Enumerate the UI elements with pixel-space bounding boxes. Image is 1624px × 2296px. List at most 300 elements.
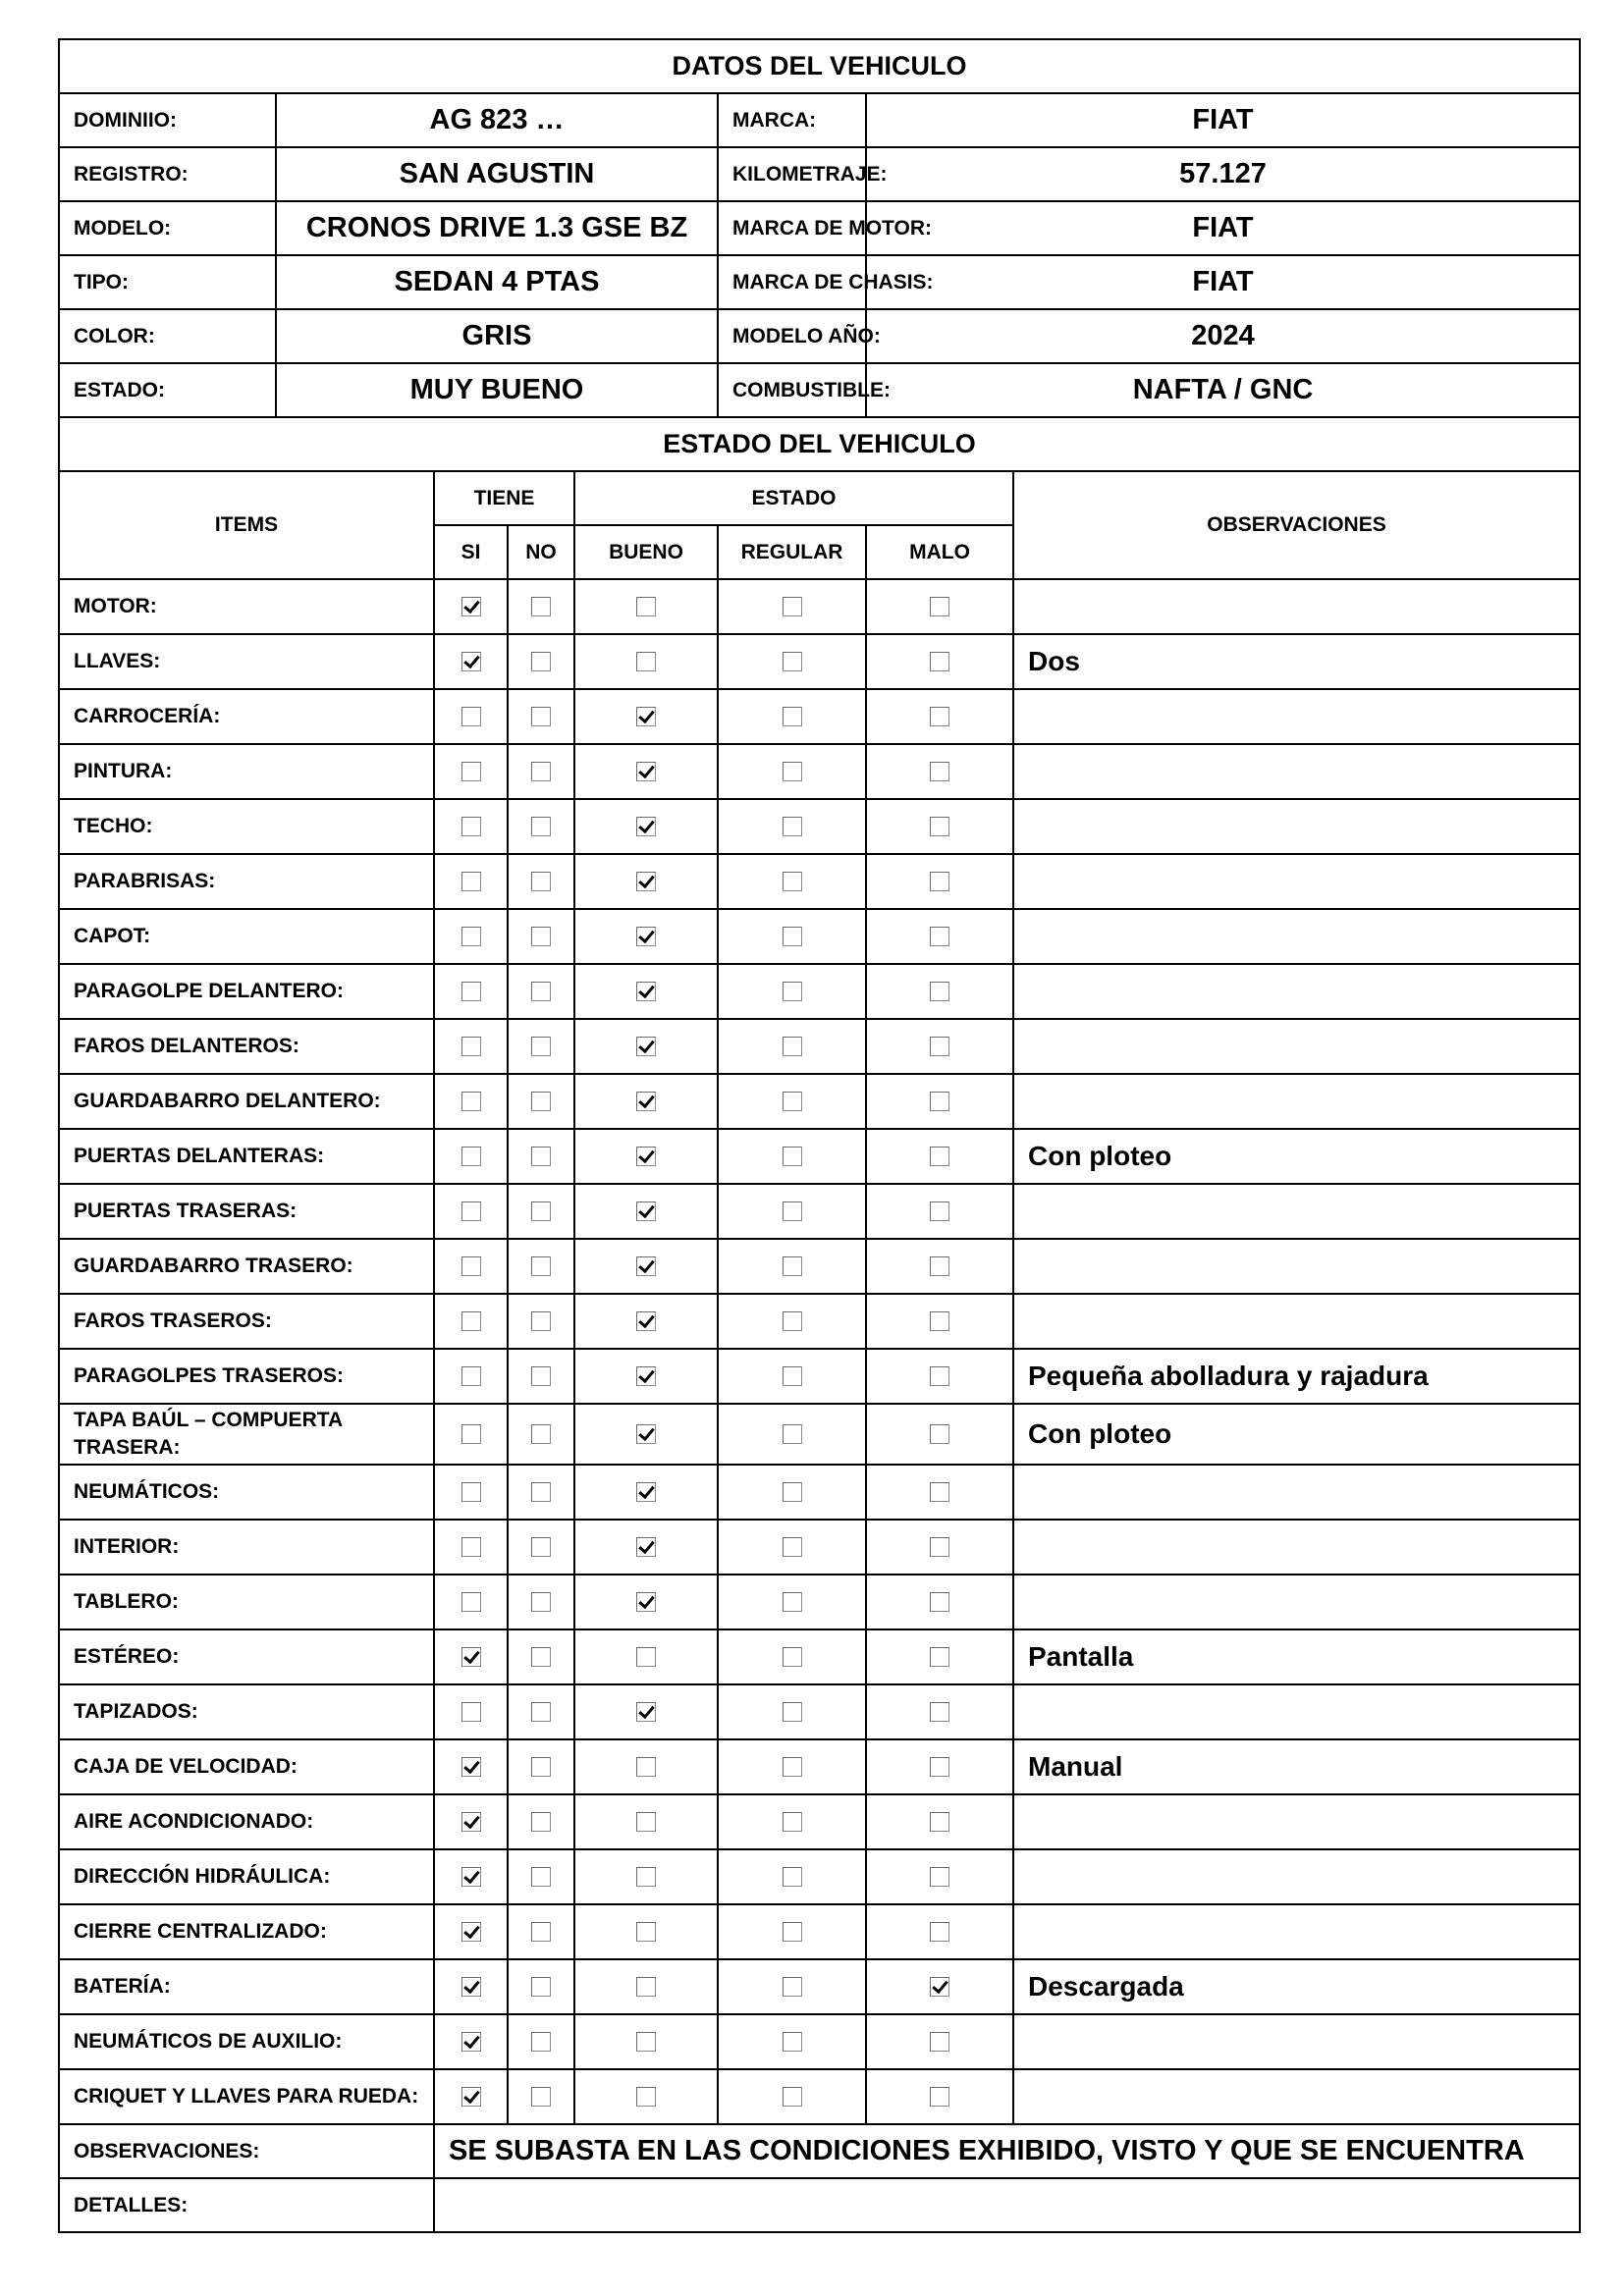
checkbox[interactable]	[930, 1647, 949, 1667]
item-name: CAPOT:	[59, 909, 434, 964]
checkbox[interactable]	[461, 1424, 481, 1444]
checkbox[interactable]	[930, 1922, 949, 1942]
check-cell-bueno	[574, 1404, 718, 1465]
checkbox[interactable]	[636, 1977, 656, 1997]
item-observation	[1013, 854, 1580, 909]
checked-checkbox[interactable]	[461, 2032, 481, 2052]
item-name: CRIQUET Y LLAVES PARA RUEDA:	[59, 2069, 434, 2124]
items-header: ITEMS	[59, 471, 434, 579]
checkbox[interactable]	[636, 1867, 656, 1887]
check-cell-bueno	[574, 2014, 718, 2069]
checked-checkbox[interactable]	[636, 1256, 656, 1276]
check-cell-si	[434, 1019, 508, 1074]
checked-checkbox[interactable]	[636, 1424, 656, 1444]
checkbox[interactable]	[783, 1092, 802, 1111]
checkbox[interactable]	[783, 817, 802, 836]
check-cell-regular	[718, 1404, 866, 1465]
observaciones-header: OBSERVACIONES	[1013, 471, 1580, 579]
check-cell-si	[434, 1239, 508, 1294]
checkbox[interactable]	[783, 2087, 802, 2107]
datos-row	[59, 255, 1580, 309]
checkbox[interactable]	[531, 927, 551, 946]
check-cell-no	[508, 964, 574, 1019]
checkbox[interactable]	[531, 817, 551, 836]
checkbox[interactable]	[461, 1592, 481, 1612]
check-cell-regular	[718, 1959, 866, 2014]
datos-value: AG 823 …	[276, 93, 718, 147]
checkbox[interactable]	[531, 1147, 551, 1166]
checkbox[interactable]	[930, 982, 949, 1001]
check-cell-malo	[866, 2014, 1013, 2069]
checkbox[interactable]	[531, 2032, 551, 2052]
checkbox[interactable]	[531, 597, 551, 616]
estado-title: ESTADO DEL VEHICULO	[59, 417, 1580, 471]
checkbox[interactable]	[531, 1311, 551, 1331]
checkbox[interactable]	[930, 1812, 949, 1832]
check-cell-malo	[866, 689, 1013, 744]
item-name: PARAGOLPE DELANTERO:	[59, 964, 434, 1019]
checked-checkbox[interactable]	[461, 1812, 481, 1832]
checkbox[interactable]	[461, 1537, 481, 1557]
checkbox[interactable]	[531, 1256, 551, 1276]
checkbox[interactable]	[930, 707, 949, 726]
checkbox[interactable]	[930, 1592, 949, 1612]
checkbox[interactable]	[783, 1537, 802, 1557]
check-cell-bueno	[574, 1904, 718, 1959]
checked-checkbox[interactable]	[636, 982, 656, 1001]
checkbox[interactable]	[783, 1592, 802, 1612]
check-cell-bueno	[574, 1349, 718, 1404]
check-cell-malo	[866, 854, 1013, 909]
item-name: ESTÉREO:	[59, 1629, 434, 1684]
check-cell-no	[508, 1294, 574, 1349]
datos-label: ESTADO:	[59, 363, 276, 417]
checkbox[interactable]	[636, 652, 656, 671]
datos-value: CRONOS DRIVE 1.3 GSE BZ	[276, 201, 718, 255]
checked-checkbox[interactable]	[636, 1092, 656, 1111]
check-cell-malo	[866, 2069, 1013, 2124]
check-cell-bueno	[574, 799, 718, 854]
checkbox[interactable]	[461, 762, 481, 781]
check-cell-regular	[718, 634, 866, 689]
item-observation	[1013, 1520, 1580, 1575]
check-cell-regular	[718, 799, 866, 854]
check-cell-malo	[866, 1019, 1013, 1074]
checkbox[interactable]	[783, 1366, 802, 1386]
checkbox[interactable]	[783, 982, 802, 1001]
checkbox[interactable]	[930, 1424, 949, 1444]
checkbox[interactable]	[930, 1092, 949, 1111]
checkbox[interactable]	[930, 1757, 949, 1777]
item-row	[59, 1794, 1580, 1849]
checkbox[interactable]	[531, 2087, 551, 2107]
checkbox[interactable]	[783, 1482, 802, 1502]
checked-checkbox[interactable]	[461, 652, 481, 671]
detalles-label: DETALLES:	[59, 2178, 434, 2232]
checkbox[interactable]	[930, 652, 949, 671]
checkbox[interactable]	[531, 1366, 551, 1386]
datos-value: 57.127	[866, 147, 1580, 201]
datos-value: SEDAN 4 PTAS	[276, 255, 718, 309]
item-row	[59, 1575, 1580, 1629]
checked-checkbox[interactable]	[461, 1922, 481, 1942]
checkbox[interactable]	[783, 1647, 802, 1667]
checked-checkbox[interactable]	[636, 927, 656, 946]
check-cell-bueno	[574, 1465, 718, 1520]
checkbox[interactable]	[783, 1201, 802, 1221]
check-cell-malo	[866, 964, 1013, 1019]
checked-checkbox[interactable]	[636, 1366, 656, 1386]
datos-value: SAN AGUSTIN	[276, 147, 718, 201]
check-cell-no	[508, 1239, 574, 1294]
checkbox[interactable]	[461, 1482, 481, 1502]
check-cell-bueno	[574, 1294, 718, 1349]
check-cell-si	[434, 1794, 508, 1849]
item-row	[59, 1239, 1580, 1294]
checkbox[interactable]	[461, 1147, 481, 1166]
check-cell-malo	[866, 1849, 1013, 1904]
item-name: CAJA DE VELOCIDAD:	[59, 1739, 434, 1794]
checkbox[interactable]	[783, 1812, 802, 1832]
item-row	[59, 1349, 1580, 1404]
checkbox[interactable]	[783, 1922, 802, 1942]
item-row	[59, 579, 1580, 634]
detalles-value	[434, 2178, 1580, 2232]
checkbox[interactable]	[930, 762, 949, 781]
checked-checkbox[interactable]	[636, 1702, 656, 1722]
checkbox[interactable]	[636, 2032, 656, 2052]
checkbox[interactable]	[531, 1812, 551, 1832]
check-cell-no	[508, 1794, 574, 1849]
datos-title: DATOS DEL VEHICULO	[59, 39, 1580, 93]
check-cell-malo	[866, 1575, 1013, 1629]
checkbox[interactable]	[930, 927, 949, 946]
checkbox[interactable]	[461, 1311, 481, 1331]
bueno-header: BUENO	[574, 525, 718, 579]
checkbox[interactable]	[783, 1311, 802, 1331]
item-name: PUERTAS DELANTERAS:	[59, 1129, 434, 1184]
checked-checkbox[interactable]	[636, 817, 656, 836]
checkbox[interactable]	[531, 1037, 551, 1056]
check-cell-si	[434, 1904, 508, 1959]
check-cell-malo	[866, 909, 1013, 964]
observaciones-label: OBSERVACIONES:	[59, 2124, 434, 2178]
check-cell-si	[434, 744, 508, 799]
check-cell-malo	[866, 1904, 1013, 1959]
item-observation	[1013, 909, 1580, 964]
checkbox[interactable]	[783, 1867, 802, 1887]
checkbox[interactable]	[783, 1977, 802, 1997]
checkbox[interactable]	[930, 1867, 949, 1887]
datos-label: MARCA:	[718, 93, 866, 147]
check-cell-malo	[866, 1959, 1013, 2014]
item-row	[59, 1739, 1580, 1794]
item-name: PARABRISAS:	[59, 854, 434, 909]
check-cell-si	[434, 1684, 508, 1739]
checkbox[interactable]	[636, 1757, 656, 1777]
checked-checkbox[interactable]	[636, 1482, 656, 1502]
check-cell-regular	[718, 1684, 866, 1739]
checkbox[interactable]	[930, 1482, 949, 1502]
checked-checkbox[interactable]	[461, 2087, 481, 2107]
item-name: TAPA BAÚL – COMPUERTA TRASERA:	[59, 1404, 434, 1465]
checkbox[interactable]	[783, 1702, 802, 1722]
checkbox[interactable]	[531, 1977, 551, 1997]
item-name: AIRE ACONDICIONADO:	[59, 1794, 434, 1849]
checkbox[interactable]	[930, 1147, 949, 1166]
item-observation	[1013, 964, 1580, 1019]
item-row	[59, 744, 1580, 799]
datos-label: MODELO AÑO:	[718, 309, 866, 363]
checkbox[interactable]	[930, 1311, 949, 1331]
check-cell-no	[508, 909, 574, 964]
checked-checkbox[interactable]	[461, 597, 481, 616]
check-cell-malo	[866, 1349, 1013, 1404]
checked-checkbox[interactable]	[636, 1147, 656, 1166]
checkbox[interactable]	[531, 1867, 551, 1887]
checkbox[interactable]	[461, 707, 481, 726]
checkbox[interactable]	[531, 652, 551, 671]
datos-label: MARCA DE CHASIS:	[718, 255, 866, 309]
check-cell-si	[434, 1129, 508, 1184]
checkbox[interactable]	[461, 872, 481, 891]
item-name: FAROS DELANTEROS:	[59, 1019, 434, 1074]
datos-value: FIAT	[866, 93, 1580, 147]
checkbox[interactable]	[636, 597, 656, 616]
checkbox[interactable]	[461, 1092, 481, 1111]
item-observation: Pequeña abolladura y rajadura	[1013, 1349, 1580, 1404]
item-name: CARROCERÍA:	[59, 689, 434, 744]
check-cell-malo	[866, 634, 1013, 689]
checkbox[interactable]	[531, 872, 551, 891]
regular-header: REGULAR	[718, 525, 866, 579]
checkbox[interactable]	[783, 1037, 802, 1056]
check-cell-no	[508, 1684, 574, 1739]
malo-header: MALO	[866, 525, 1013, 579]
check-cell-si	[434, 1959, 508, 2014]
datos-label: MODELO:	[59, 201, 276, 255]
checked-checkbox[interactable]	[636, 1311, 656, 1331]
item-row	[59, 1904, 1580, 1959]
datos-value: GRIS	[276, 309, 718, 363]
check-cell-si	[434, 1739, 508, 1794]
item-observation	[1013, 799, 1580, 854]
checkbox[interactable]	[461, 1037, 481, 1056]
check-cell-bueno	[574, 1184, 718, 1239]
check-cell-no	[508, 1019, 574, 1074]
checked-checkbox[interactable]	[636, 1537, 656, 1557]
item-name: TABLERO:	[59, 1575, 434, 1629]
tiene-header: TIENE	[434, 471, 574, 525]
checkbox[interactable]	[531, 1201, 551, 1221]
checkbox[interactable]	[531, 982, 551, 1001]
item-row	[59, 909, 1580, 964]
checkbox[interactable]	[930, 817, 949, 836]
checkbox[interactable]	[461, 1256, 481, 1276]
check-cell-si	[434, 854, 508, 909]
checkbox[interactable]	[461, 1366, 481, 1386]
checked-checkbox[interactable]	[461, 1977, 481, 1997]
check-cell-no	[508, 2069, 574, 2124]
checkbox[interactable]	[531, 1922, 551, 1942]
check-cell-malo	[866, 579, 1013, 634]
checked-checkbox[interactable]	[636, 1201, 656, 1221]
item-name: LLAVES:	[59, 634, 434, 689]
check-cell-no	[508, 1520, 574, 1575]
check-cell-bueno	[574, 1575, 718, 1629]
checkbox[interactable]	[531, 1424, 551, 1444]
checkbox[interactable]	[636, 1647, 656, 1667]
check-cell-si	[434, 1849, 508, 1904]
item-row	[59, 1849, 1580, 1904]
check-cell-si	[434, 1184, 508, 1239]
item-observation: Con ploteo	[1013, 1404, 1580, 1465]
checkbox[interactable]	[636, 2087, 656, 2107]
check-cell-regular	[718, 1294, 866, 1349]
check-cell-regular	[718, 1019, 866, 1074]
item-name: BATERÍA:	[59, 1959, 434, 2014]
checked-checkbox[interactable]	[930, 1977, 949, 1997]
checkbox[interactable]	[461, 1702, 481, 1722]
item-observation	[1013, 1184, 1580, 1239]
item-name: GUARDABARRO TRASERO:	[59, 1239, 434, 1294]
check-cell-regular	[718, 1184, 866, 1239]
item-name: TECHO:	[59, 799, 434, 854]
item-observation	[1013, 1294, 1580, 1349]
checked-checkbox[interactable]	[636, 872, 656, 891]
check-cell-malo	[866, 1684, 1013, 1739]
checked-checkbox[interactable]	[461, 1867, 481, 1887]
checkbox[interactable]	[461, 817, 481, 836]
checkbox[interactable]	[531, 1537, 551, 1557]
check-cell-bueno	[574, 634, 718, 689]
checkbox[interactable]	[783, 872, 802, 891]
checkbox[interactable]	[531, 707, 551, 726]
check-cell-bueno	[574, 1739, 718, 1794]
checked-checkbox[interactable]	[636, 1592, 656, 1612]
datos-value: FIAT	[866, 201, 1580, 255]
datos-value: 2024	[866, 309, 1580, 363]
checkbox[interactable]	[783, 597, 802, 616]
checked-checkbox[interactable]	[636, 1037, 656, 1056]
checkbox[interactable]	[783, 1424, 802, 1444]
checked-checkbox[interactable]	[636, 762, 656, 781]
check-cell-regular	[718, 2014, 866, 2069]
checkbox[interactable]	[461, 982, 481, 1001]
item-observation: Descargada	[1013, 1959, 1580, 2014]
check-cell-no	[508, 1575, 574, 1629]
check-cell-regular	[718, 744, 866, 799]
check-cell-si	[434, 1465, 508, 1520]
check-cell-malo	[866, 1129, 1013, 1184]
item-row	[59, 799, 1580, 854]
item-name: TAPIZADOS:	[59, 1684, 434, 1739]
checkbox[interactable]	[531, 1647, 551, 1667]
item-observation	[1013, 1575, 1580, 1629]
check-cell-no	[508, 1849, 574, 1904]
check-cell-regular	[718, 854, 866, 909]
checkbox[interactable]	[783, 927, 802, 946]
checkbox[interactable]	[531, 1092, 551, 1111]
checkbox[interactable]	[531, 1482, 551, 1502]
checkbox[interactable]	[461, 1201, 481, 1221]
check-cell-no	[508, 799, 574, 854]
check-cell-bueno	[574, 854, 718, 909]
checkbox[interactable]	[531, 1757, 551, 1777]
checkbox[interactable]	[930, 1702, 949, 1722]
checkbox[interactable]	[930, 1537, 949, 1557]
check-cell-si	[434, 579, 508, 634]
item-observation	[1013, 2069, 1580, 2124]
checkbox[interactable]	[783, 1757, 802, 1777]
check-cell-regular	[718, 909, 866, 964]
item-observation: Pantalla	[1013, 1629, 1580, 1684]
check-cell-bueno	[574, 1849, 718, 1904]
checkbox[interactable]	[783, 707, 802, 726]
checked-checkbox[interactable]	[636, 707, 656, 726]
checkbox[interactable]	[636, 1812, 656, 1832]
checkbox[interactable]	[930, 872, 949, 891]
check-cell-bueno	[574, 1684, 718, 1739]
checkbox[interactable]	[531, 1592, 551, 1612]
check-cell-si	[434, 634, 508, 689]
check-cell-regular	[718, 689, 866, 744]
check-cell-no	[508, 689, 574, 744]
checkbox[interactable]	[930, 1366, 949, 1386]
checked-checkbox[interactable]	[461, 1647, 481, 1667]
checkbox[interactable]	[930, 2032, 949, 2052]
item-name: PUERTAS TRASERAS:	[59, 1184, 434, 1239]
checkbox[interactable]	[930, 1201, 949, 1221]
checkbox[interactable]	[930, 597, 949, 616]
check-cell-malo	[866, 1739, 1013, 1794]
checkbox[interactable]	[930, 1256, 949, 1276]
checkbox[interactable]	[783, 652, 802, 671]
checkbox[interactable]	[783, 2032, 802, 2052]
check-cell-no	[508, 744, 574, 799]
check-cell-bueno	[574, 689, 718, 744]
check-cell-si	[434, 2014, 508, 2069]
datos-label: TIPO:	[59, 255, 276, 309]
checkbox[interactable]	[783, 762, 802, 781]
check-cell-regular	[718, 2069, 866, 2124]
checkbox[interactable]	[930, 1037, 949, 1056]
check-cell-bueno	[574, 1520, 718, 1575]
check-cell-no	[508, 1959, 574, 2014]
checkbox[interactable]	[783, 1147, 802, 1166]
check-cell-regular	[718, 1349, 866, 1404]
checkbox[interactable]	[783, 1256, 802, 1276]
check-cell-regular	[718, 1794, 866, 1849]
check-cell-no	[508, 579, 574, 634]
si-header: SI	[434, 525, 508, 579]
check-cell-bueno	[574, 2069, 718, 2124]
checkbox[interactable]	[636, 1922, 656, 1942]
datos-value: MUY BUENO	[276, 363, 718, 417]
item-observation	[1013, 1684, 1580, 1739]
item-row	[59, 1294, 1580, 1349]
checkbox[interactable]	[930, 2087, 949, 2107]
item-row	[59, 1520, 1580, 1575]
check-cell-bueno	[574, 1794, 718, 1849]
datos-row	[59, 201, 1580, 255]
checked-checkbox[interactable]	[461, 1757, 481, 1777]
checkbox[interactable]	[461, 927, 481, 946]
check-cell-bueno	[574, 909, 718, 964]
checkbox[interactable]	[531, 762, 551, 781]
check-cell-si	[434, 1404, 508, 1465]
checkbox[interactable]	[531, 1702, 551, 1722]
